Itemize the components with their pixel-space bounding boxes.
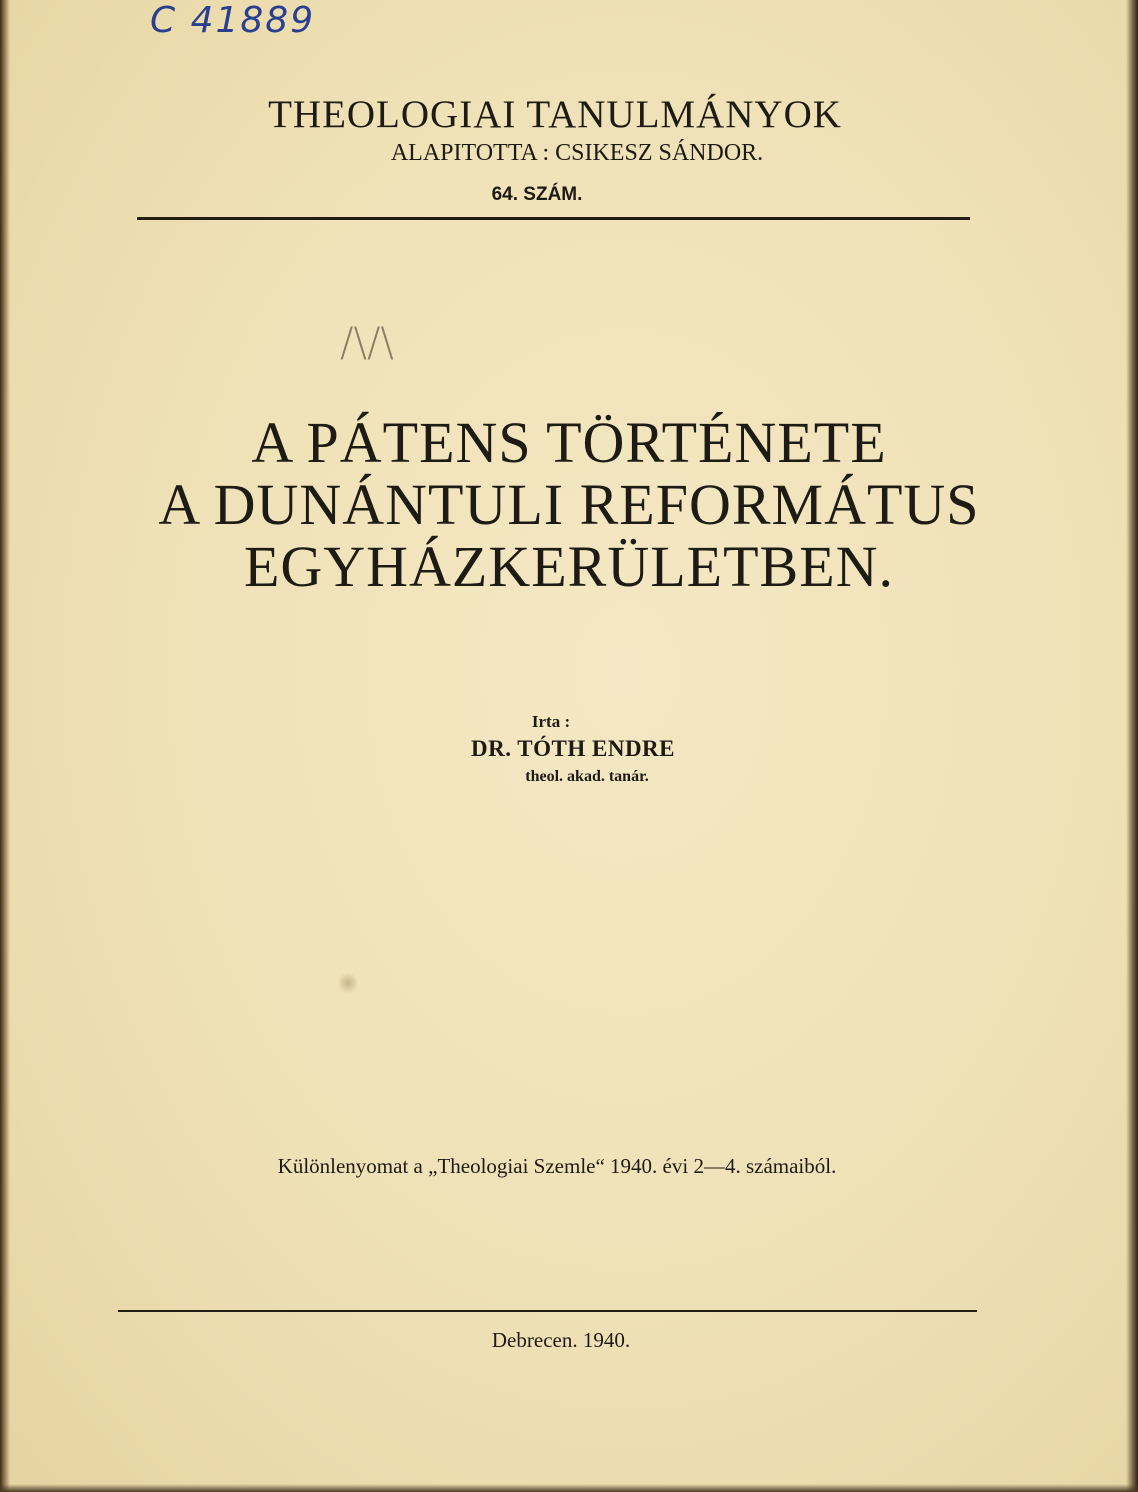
paper-stain	[339, 972, 357, 994]
main-title	[0, 412, 1138, 598]
bottom-divider	[118, 1310, 977, 1312]
imprint	[0, 1328, 1138, 1353]
pencil-mark: /\/\	[340, 320, 394, 366]
main-title-line-1: A PÁTENS TÖRTÉNETE	[251, 410, 887, 475]
offprint-note	[0, 1154, 1138, 1179]
author-role: theol. akad. tanár.	[525, 768, 649, 785]
series-founder-text: ALAPITOTTA : CSIKESZ SÁNDOR.	[390, 140, 764, 166]
series-founder	[0, 140, 1138, 167]
author-label: Irta :	[531, 712, 571, 731]
top-divider	[137, 217, 970, 220]
issue-number-text: 64. SZÁM.	[491, 184, 583, 205]
main-title-line-2: A DUNÁNTULI REFORMÁTUS	[158, 472, 980, 537]
author-name: DR. TÓTH ENDRE	[470, 736, 676, 761]
series-title-text: THEOLOGIAI TANULMÁNYOK	[268, 93, 842, 136]
bottom-page-edge	[0, 1484, 1138, 1492]
imprint-text: Debrecen. 1940.	[491, 1328, 631, 1352]
main-title-line-3: EGYHÁZKERÜLETBEN.	[243, 534, 895, 599]
issue-number	[0, 184, 1138, 206]
series-title	[0, 92, 1138, 137]
author-block	[0, 712, 1138, 786]
handwritten-call-number: C 41889	[150, 0, 316, 41]
offprint-note-text: Különlenyomat a „Theologiai Szemle“ 1940. évi 2—4. számaiból.	[277, 1154, 837, 1178]
